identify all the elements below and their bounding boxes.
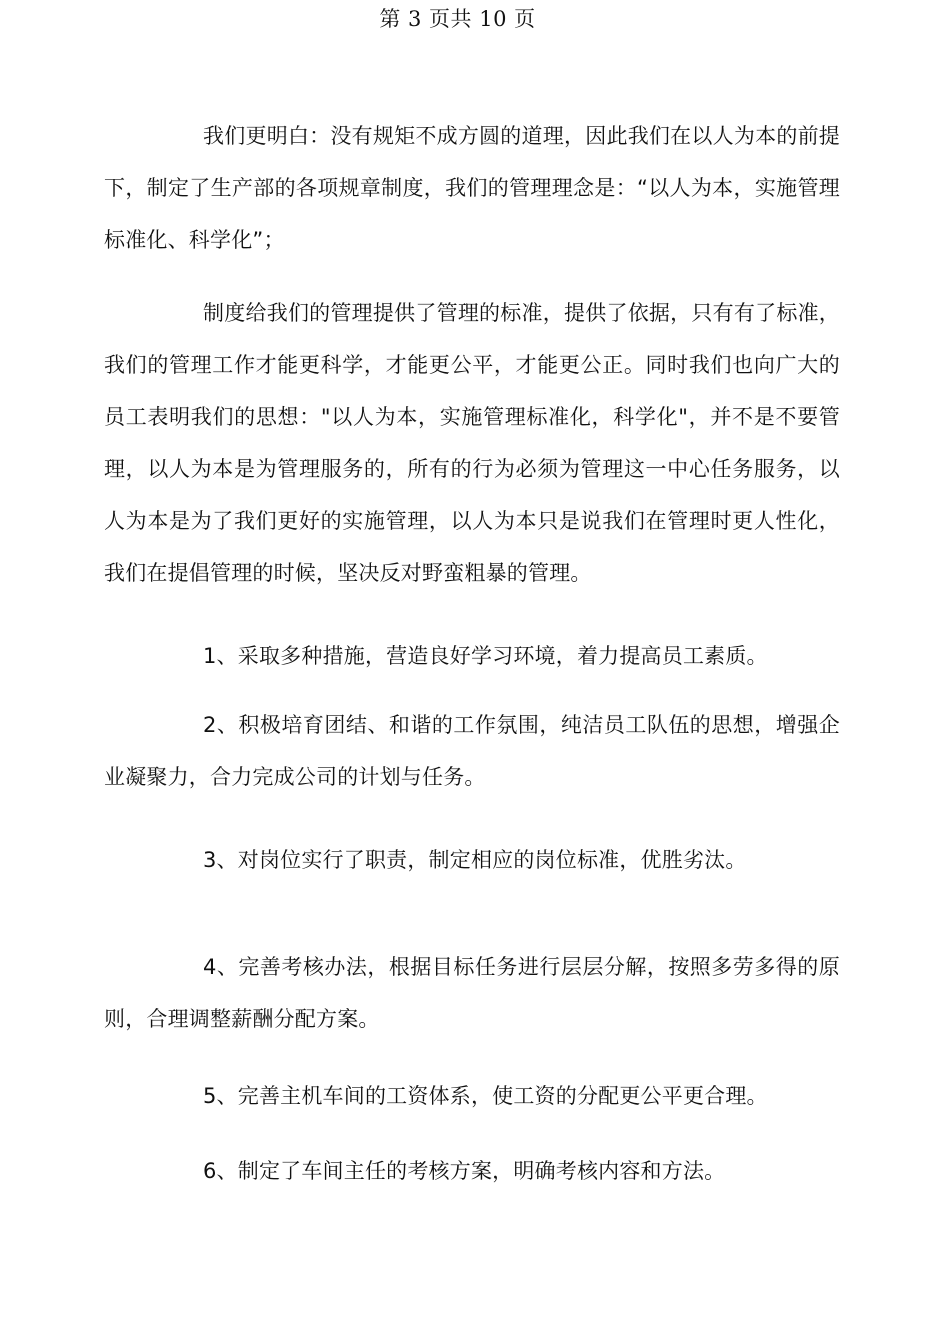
paragraph-system: 制度给我们的管理提供了管理的标准，提供了依据，只有有了标准，我们的管理工作才能更科学，才能更公平，才能更公正。同时我们也向广大的员工表明我们的思想："以人为本，实施管理标准化，科学化"，并不是不要管理，以人为本是为管理服务的，所有的行为必须为管理这一中心任务服务，以人为本是为了我们更好的实施管理，以人为本只是说我们在管理时更人性化，我们在提倡管理的时候，坚决反对野蛮粗暴的管理。 [104, 301, 840, 585]
list-item-4: 4、完善考核办法，根据目标任务进行层层分解，按照多劳多得的原则，合理调整薪酬分配方案。 [104, 955, 840, 1031]
paragraph-principle: 我们更明白：没有规矩不成方圆的道理，因此我们在以人为本的前提下，制定了生产部的各项规章制度，我们的管理理念是：“以人为本，实施管理标准化、科学化”； [104, 124, 840, 252]
list-item-6: 6、制定了车间主任的考核方案，明确考核内容和方法。 [203, 1159, 726, 1183]
list-item-1: 1、采取多种措施，营造良好学习环境，着力提高员工素质。 [203, 644, 768, 668]
list-item-2: 2、积极培育团结、和谐的工作氛围，纯洁员工队伍的思想，增强企业凝聚力，合力完成公司的计划与任务。 [104, 713, 840, 789]
page-number-header: 第 3 页共 10 页 [379, 7, 536, 31]
list-item-3: 3、对岗位实行了职责，制定相应的岗位标准，优胜劣汰。 [203, 848, 747, 872]
list-item-5: 5、完善主机车间的工资体系，使工资的分配更公平更合理。 [203, 1084, 768, 1108]
